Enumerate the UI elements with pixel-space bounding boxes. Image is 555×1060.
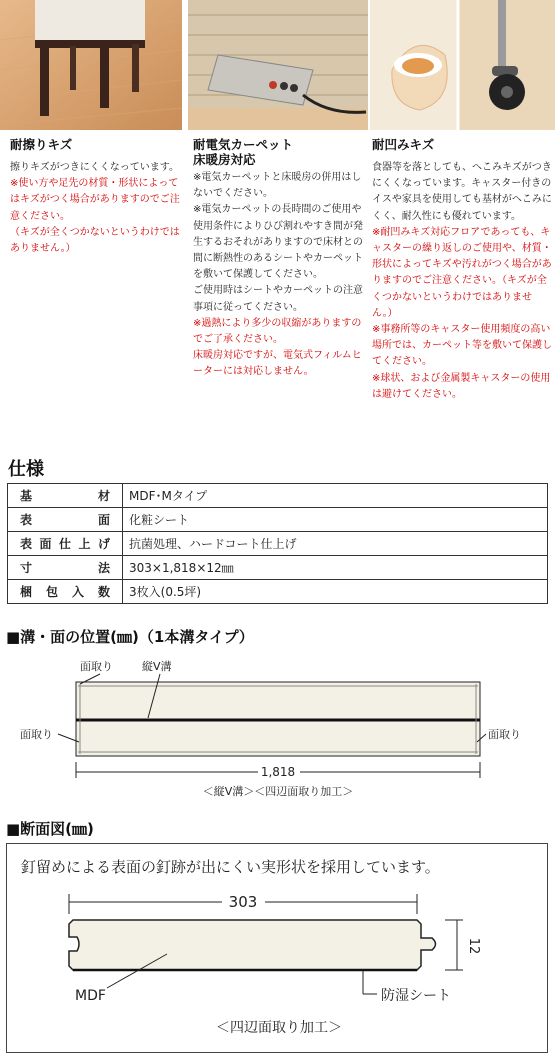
thickness-dimension: 12 xyxy=(466,937,481,955)
feature-note: ※事務所等のキャスター使用頻度の高い場所では、カーペット等を敷いて保護してください。 xyxy=(372,324,552,368)
label-chamfer-top: 面取り xyxy=(80,660,113,673)
feature-note: ※耐凹みキズ対応フロアであっても、キャスターの繰り返しのご使用や、材質・形状によってキズや汚れがつく場合がありますのでご注意ください。（キズが全くつかないというわけではありません。） xyxy=(372,226,552,319)
table-row xyxy=(8,508,548,532)
feature-dent xyxy=(372,137,552,403)
table-row xyxy=(8,580,548,604)
spec-key: 寸 法 xyxy=(20,561,110,575)
spec-table xyxy=(7,483,548,604)
table-row xyxy=(8,532,548,556)
feature-title: 耐擦りキズ xyxy=(10,137,73,152)
label-chamfer-right: 面取り xyxy=(488,728,521,741)
groove-caption: ＜縦V溝＞＜四辺面取り加工＞ xyxy=(202,785,354,798)
label-vgroove: 縦V溝 xyxy=(142,660,172,673)
feature-title: 耐電気カーペット 床暖房対応 xyxy=(193,137,294,167)
spec-value: MDF･Mタイプ xyxy=(123,484,548,508)
table-row xyxy=(8,556,548,580)
groove-heading: ■溝・面の位置(㎜)（1本溝タイプ） xyxy=(6,628,254,646)
width-dimension: 303 xyxy=(228,893,258,911)
label-chamfer-left: 面取り xyxy=(20,728,53,741)
spec-value: 抗菌処理、ハードコート仕上げ xyxy=(123,532,548,556)
spec-key: 梱 包 入 数 xyxy=(20,585,110,599)
length-dimension: 1,818 xyxy=(260,765,296,779)
groove-diagram xyxy=(0,650,555,810)
label-mdf: MDF xyxy=(75,988,106,1004)
cross-lead-text: 釘留めによる表面の釘跡が出にくい実形状を採用しています。 xyxy=(21,858,440,876)
spec-title: 仕様 xyxy=(8,459,44,480)
photo-electric-carpet xyxy=(188,0,368,130)
spec-key: 基 材 xyxy=(20,489,110,503)
feature-title: 耐凹みキズ xyxy=(372,137,435,152)
feature-note: （キズが全くつかないというわけではありません。） xyxy=(10,226,180,255)
table-row xyxy=(8,484,548,508)
photo-egg-caster xyxy=(370,0,555,130)
feature-electric-carpet xyxy=(193,137,365,381)
label-moisture-sheet: 防湿シート xyxy=(381,988,451,1004)
feature-body: ※電気カーペットと床暖房の併用はしないでください。 ※電気カーペットの長時間のご使用や使用条件によりひび割れやすき間が発生するおそれがありますので床材との間に断熱性のあるシートやカーペットを敷いて保護してください。 ご使用時はシートやカーペットの注意事項に従ってください。 xyxy=(193,172,363,313)
spec-value: 303×1,818×12㎜ xyxy=(123,556,548,580)
photo-chair-floor xyxy=(0,0,182,130)
cross-heading: ■断面図(㎜) xyxy=(6,820,94,838)
feature-note: ※球状、および金属製キャスターの使用は避けてください。 xyxy=(372,372,551,400)
feature-body: 擦りキズがつきにくくなっています。 xyxy=(10,162,179,173)
spec-value: 3枚入(0.5坪) xyxy=(123,580,548,604)
board-cross-section xyxy=(69,920,436,970)
spec-key: 表 面 xyxy=(20,513,110,527)
feature-scratch xyxy=(10,137,188,257)
feature-body: 食器等を落としても、へこみキズがつきにくくなっています。キャスター付きのイスや家具を使用しても基材がへこみにくく、耐久性にも優れています。 xyxy=(372,162,552,222)
feature-note: 床暖房対応ですが、電気式フィルムヒーターには対応しません。 xyxy=(193,350,362,378)
cross-section-box xyxy=(6,843,548,1053)
feature-note: ※使い方や足先の材質・形状によってはキズがつく場合がありますのでご注意ください。 xyxy=(10,178,180,222)
feature-note: ※過熱により多少の収縮がありますのでご了承ください。 xyxy=(193,317,362,346)
cross-caption: ＜四辺面取り加工＞ xyxy=(216,1020,342,1036)
spec-value: 化粧シート xyxy=(123,508,548,532)
spec-key: 表 面 仕 上 げ xyxy=(20,537,110,551)
